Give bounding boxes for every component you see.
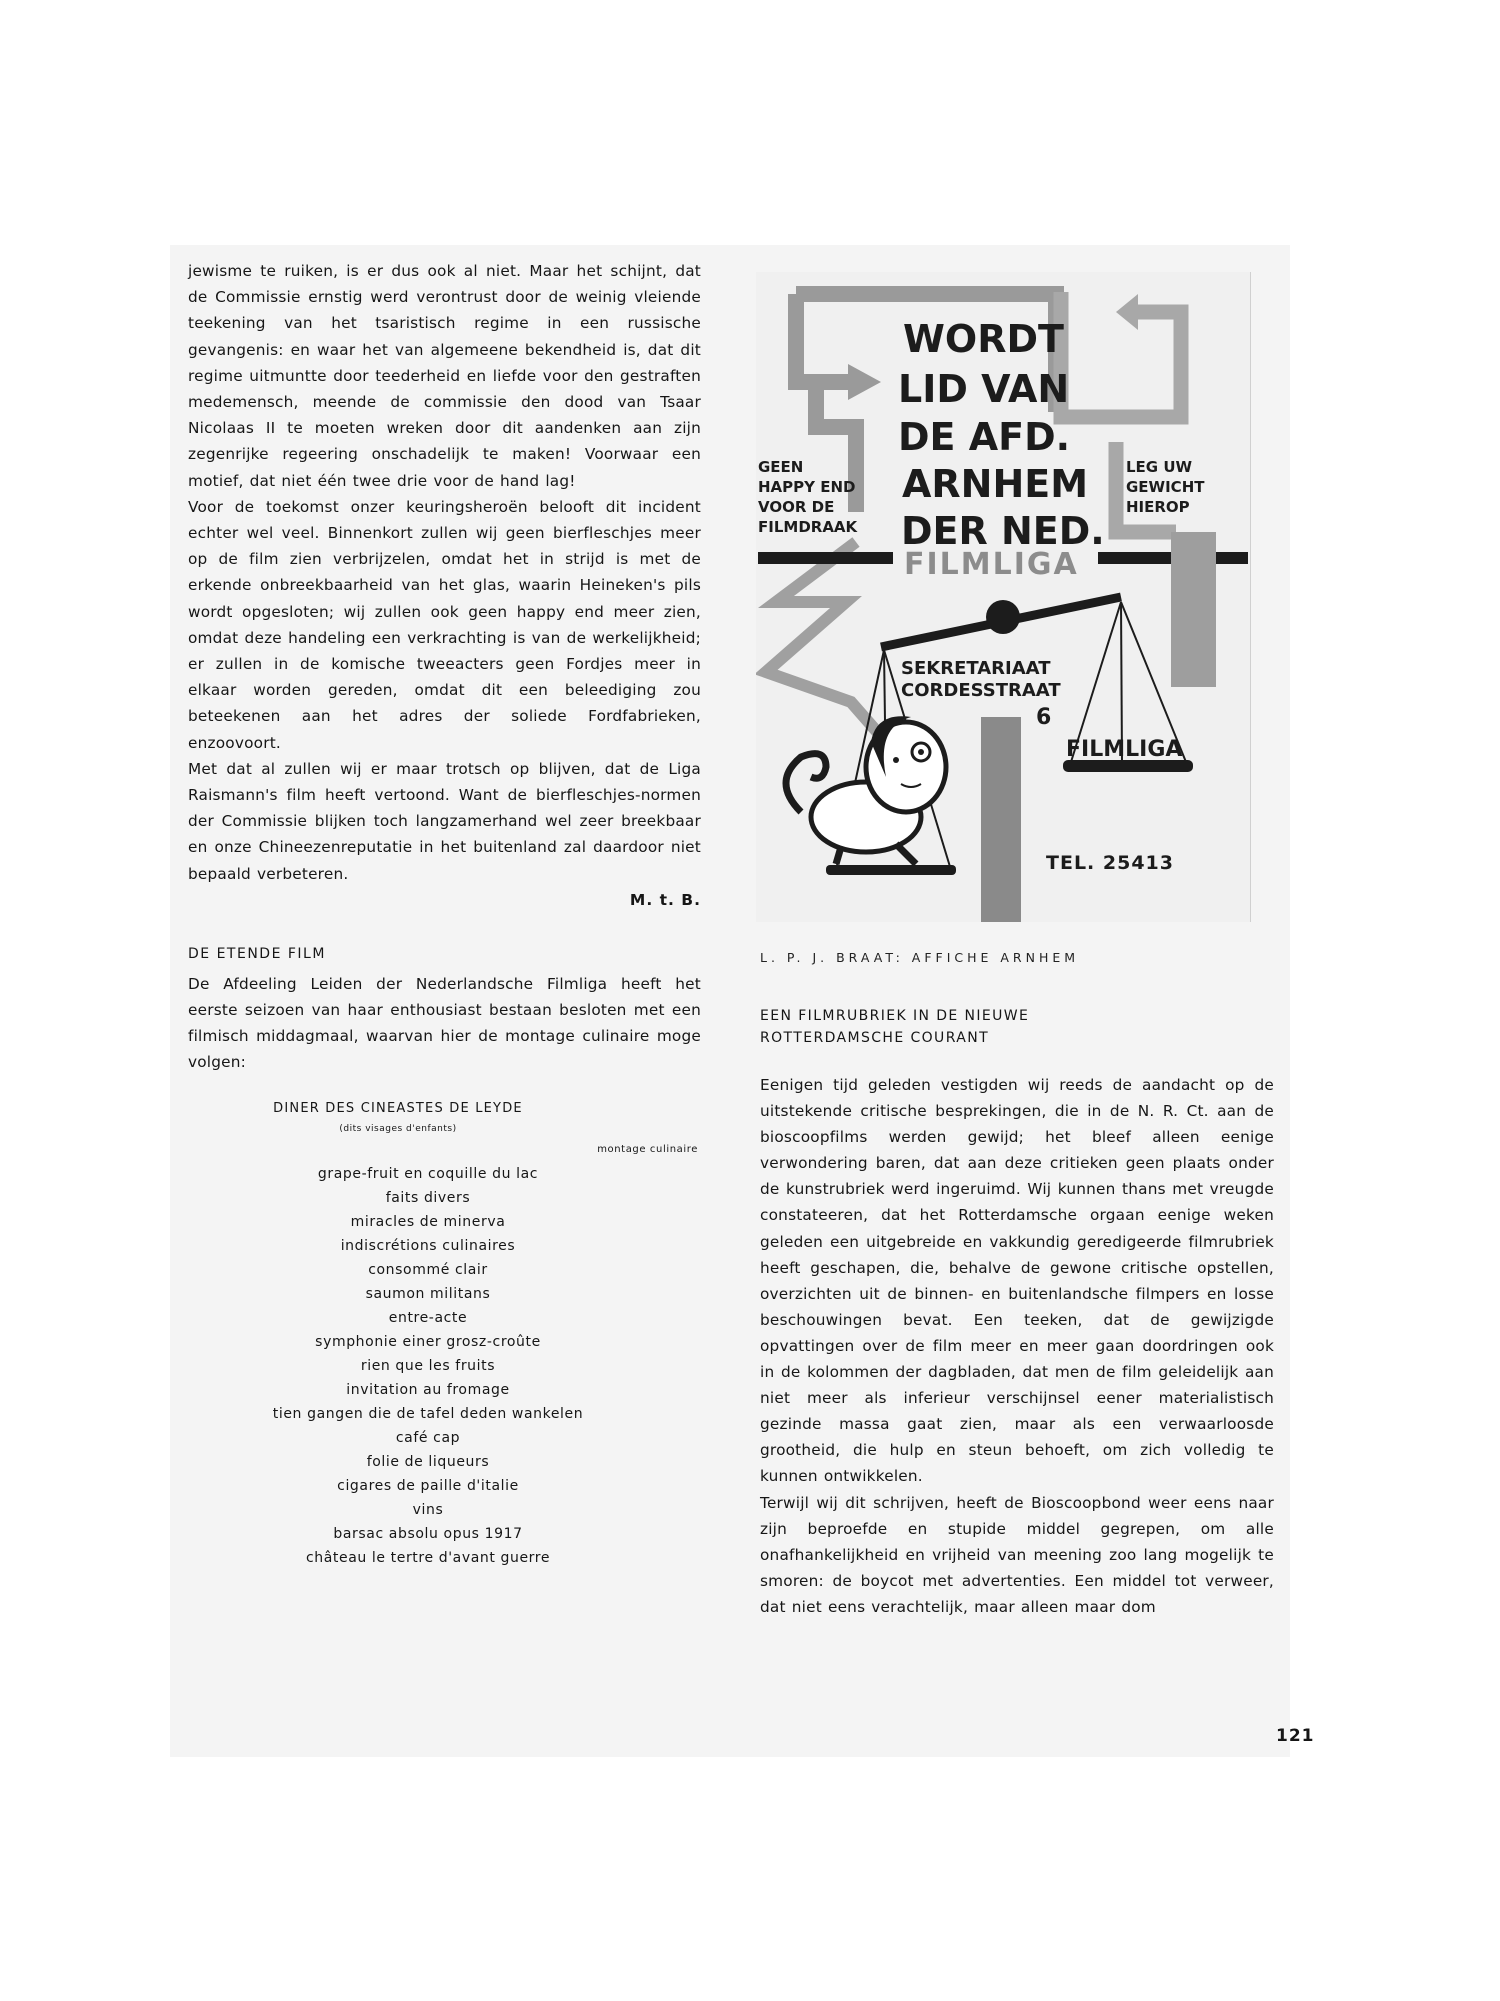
poster-main-line-5: DER NED.	[901, 509, 1105, 553]
menu-course: barsac absolu opus 1917	[333, 1525, 523, 1542]
poster-scale-pan-left	[826, 865, 956, 875]
poster-caption: L. P. J. BRAAT: AFFICHE ARNHEM	[760, 950, 1080, 965]
section-heading-etende-film: DE ETENDE FILM	[188, 945, 326, 962]
right-column-body	[760, 1072, 1274, 1620]
poster-bar-left	[758, 552, 893, 564]
poster-left-slogan-4: FILMDRAAK	[758, 518, 858, 536]
poster-main-line-3: DE AFD.	[898, 415, 1071, 459]
menu-course: symphonie einer grosz-croûte	[315, 1333, 541, 1350]
menu-course: faits divers	[385, 1189, 471, 1206]
article-paragraph: Met dat al zullen wij er maar trotsch op blijven, dat de Liga Raismann's film heeft vertoond. Want de bierfleschjes-normen der Commissie blijken toch langzamerhand wel zeer breekbaar en onze Chineezenreputatie in het buitenland zal daardoor niet bepaald verbeteren.	[188, 759, 701, 883]
poster-main-line-2: LID VAN	[898, 367, 1070, 411]
article-paragraph: De Afdeeling Leiden der Nederlandsche Filmliga heeft het eerste seizoen van haar enthousiast bestaan besloten met een filmisch middagmaal, waarvan hier de montage culinaire moge volgen:	[188, 974, 701, 1072]
heading-line: ROTTERDAMSCHE COURANT	[760, 1030, 990, 1046]
author-signature: M. t. B.	[629, 890, 701, 909]
poster-right-slogan-3: HIEROP	[1126, 498, 1190, 516]
article-paragraph: Eenigen tijd geleden vestigden wij reeds de aandacht op de uitstekende critische besprekingen, die in de N. R. Ct. aan de bioscoopfilms werden gewijd; het bleef alleen eenige verwondering baren, dat aan deze critieken geen plaats onder de kunstrubriek werd ingeruimd. Wij kunnen thans met vreugde constateeren, dat het Rotterdamsche orgaan eenige weken geleden een uitgebreide en vakkundig geredigeerde filmrubriek heeft geschapen, die, behalve de gewone critische opstellen, overzichten uit de binnen- en buitenlandsche filmpers en losse beschouwingen bevat. Een teeken, dat de gewijzigde opvattingen over de film meer en meer gaan doordringen ook in de kolommen der dagbladen, dat men de film geleidelijk aan niet meer als inferieur verschijnsel eener materialistisch gezinde massa gaat zien, maar als een verwaarloosde grootheid, die hulp en steun behoeft, om zich volledig te kunnen ontwikkelen.	[760, 1076, 1274, 1486]
poster-phone: TEL. 25413	[1046, 852, 1174, 874]
article-paragraph: Terwijl wij dit schrijven, heeft de Bioscoopbond weer eens naar zijn beproefde en stupide middel gegrepen, om alle onafhankelijkheid en vrijheid van meening zoo lang mogelijk te smoren: de boycot met advertenties. Een middel tot verweer, dat niet eens verachtelijk, maar alleen maar dom	[760, 1493, 1274, 1616]
poster-address-3: 6	[1036, 705, 1052, 730]
left-column	[188, 258, 701, 1570]
poster-arrow-right	[848, 364, 881, 400]
dinner-menu	[188, 1098, 698, 1570]
menu-course: invitation au fromage	[346, 1381, 510, 1398]
poster-grey-block-center	[981, 717, 1021, 922]
poster-left-slogan-1: GEEN	[758, 458, 804, 476]
poster-address-1: SEKRETARIAAT	[901, 658, 1051, 679]
poster-grey-block-right	[1171, 532, 1216, 687]
poster-main-line-4: ARNHEM	[902, 462, 1089, 506]
poster-left-slogan-3: VOOR DE	[758, 498, 835, 516]
menu-course: entre-acte	[388, 1309, 468, 1326]
poster-address-2: CORDESSTRAAT	[901, 680, 1061, 701]
menu-course: cigares de paille d'italie	[337, 1477, 519, 1494]
menu-course: grape-fruit en coquille du lac	[317, 1165, 539, 1182]
filmliga-poster	[756, 272, 1251, 922]
poster-zigzag	[766, 542, 886, 742]
poster-right-slogan-2: GEWICHT	[1126, 478, 1205, 496]
menu-course: café cap	[395, 1429, 461, 1446]
menu-course: saumon militans	[365, 1285, 491, 1302]
poster-monkey-figure	[786, 716, 946, 864]
menu-course: consommé clair	[368, 1261, 488, 1278]
heading-line: EEN FILMRUBRIEK IN DE NIEUWE	[760, 1008, 1030, 1024]
menu-title: DINER DES CINEASTES DE LEYDE	[273, 1100, 523, 1116]
article-paragraph: jewisme te ruiken, is er dus ook al niet. Maar het schijnt, dat de Commissie ernstig werd verontrust door de weinig vleiende teekening van het tsaristisch regime in een russische gevangenis: en waar het van algemeene bekendheid is, dat dit regime uitmuntte door teederheid en liefde voor den gestraften medemensch, meende de commissie den dood van Tsaar Nicolaas II te moeten wreken door dit aandenken aan zijn zegenrijke regeering onschadelijk te maken! Voorwaar een motief, dat niet één twee drie voor de hand lag!	[188, 262, 701, 490]
poster-right-slogan-1: LEG UW	[1126, 458, 1193, 476]
menu-course: folie de liqueurs	[366, 1453, 490, 1470]
menu-course: miracles de minerva	[350, 1213, 506, 1230]
section-heading-filmrubriek	[760, 1005, 1029, 1049]
poster-brand: FILMLIGA	[904, 547, 1079, 582]
article-paragraph: Voor de toekomst onzer keuringsheroën belooft dit incident echter wel veel. Binnenkort zullen wij geen bierfleschjes meer op de film zien verbrijzelen, omdat het in strijd is met de erkende onbreekbaarheid van het glas, waarin Heineken's pils wordt opgesloten; wij zullen ook geen happy end meer zien, omdat deze handeling een verkrachting is van de werkelijkheid; er zullen in de komische tweeacters geen Fordjes meer in elkaar worden gereden, omdat dit een beleediging zou beteekenen aan het adres der soliede Fordfabrieken, enzoovoort.	[188, 497, 701, 752]
page-number: 121	[1276, 1726, 1315, 1746]
menu-subtitle: (dits visages d'enfants)	[339, 1123, 457, 1134]
menu-course: rien que les fruits	[360, 1357, 496, 1374]
menu-tag: montage culinaire	[597, 1143, 698, 1155]
menu-course: château le tertre d'avant guerre	[305, 1549, 551, 1566]
poster-pan-label: FILMLIGA	[1066, 737, 1183, 762]
menu-course: tien gangen die de tafel deden wankelen	[272, 1405, 584, 1422]
poster-scale-pivot	[986, 600, 1020, 634]
poster-left-slogan-2: HAPPY END	[758, 478, 856, 496]
poster-artwork	[756, 272, 1250, 922]
menu-course: indiscrétions culinaires	[340, 1237, 516, 1254]
poster-arrow-left	[1116, 294, 1138, 330]
menu-course: vins	[412, 1501, 444, 1518]
poster-main-line-1: WORDT	[903, 317, 1064, 361]
